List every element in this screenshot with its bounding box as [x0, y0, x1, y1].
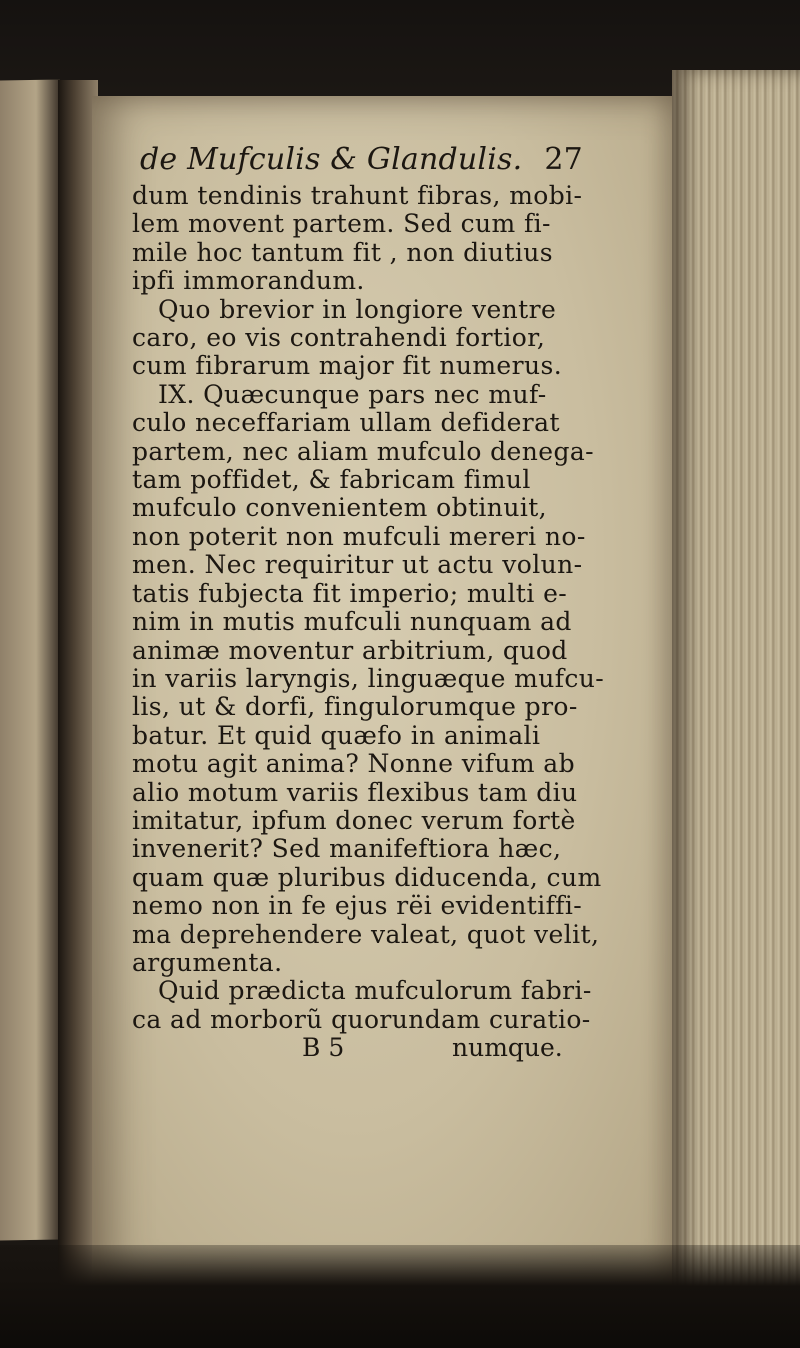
text-line: caro, eo vis contrahendi fortior, [132, 323, 546, 353]
running-head-title: de Mufculis & Glandulis. [140, 142, 523, 177]
text-line: in variis laryngis, linguæque mufcu- [132, 663, 605, 693]
text-line: Quid prædicta mufculorum fabri- [158, 976, 592, 1006]
text-line: IX. Quæcunque pars nec muf- [158, 379, 547, 409]
text-line: dum tendinis trahunt fibras, mobi- [132, 181, 583, 210]
catchword: numque. [452, 1033, 563, 1063]
text-line: tam poffidet, & fabricam fimul [132, 465, 531, 495]
text-line: non poterit non mufculi mereri no- [132, 521, 586, 551]
text-line: mile hoc tantum fit , non diutius [132, 237, 554, 267]
text-line: men. Nec requiritur ut actu volun- [132, 550, 583, 580]
book-page [92, 96, 672, 1286]
text-line: alio motum variis flexibus tam diu [132, 777, 578, 807]
text-line: imitatur, ipfum donec verum fortè [132, 805, 576, 835]
text-line: argumenta. [132, 947, 283, 977]
text-line: mufculo convenientem obtinuit, [132, 493, 548, 523]
text-line: Quo brevior in longiore ventre [158, 294, 557, 324]
text-line: animæ moventur arbitrium, quod [132, 635, 568, 665]
text-line: quam quæ pluribus diducenda, cum [132, 862, 602, 892]
signature-mark: B 5 [302, 1033, 345, 1063]
text-line: ipfi immorandum. [132, 266, 365, 296]
page-footer [132, 1034, 652, 1064]
page-number: 27 [544, 142, 583, 177]
text-line: lem movent partem. Sed cum fi- [132, 209, 551, 239]
text-line: motu agit anima? Nonne vifum ab [132, 749, 576, 779]
page-fore-edge [672, 70, 800, 1310]
text-line: nemo non in fe ejus rëi evidentiffi- [132, 891, 583, 921]
bottom-shadow [0, 1245, 800, 1348]
text-line: lis, ut & dorfi, fingulorumque pro- [132, 692, 578, 722]
text-line: ma deprehendere valeat, quot velit, [132, 919, 600, 949]
page-text [132, 138, 652, 1064]
text-line: nim in mutis mufculi nunquam ad [132, 607, 572, 637]
text-line: ca ad morborũ quorundam curatio- [132, 1004, 591, 1034]
text-line: cum fibrarum major fit numerus. [132, 351, 563, 381]
text-line: culo neceffariam ullam defiderat [132, 408, 560, 438]
text-line: partem, nec aliam mufculo denega- [132, 436, 595, 466]
text-line: invenerit? Sed manifeftiora hæc, [132, 834, 562, 864]
running-head [140, 138, 652, 182]
text-line: batur. Et quid quæfo in animali [132, 720, 541, 750]
text-line: tatis fubjecta fit imperio; multi e- [132, 578, 568, 608]
left-page-edge [0, 79, 60, 1240]
